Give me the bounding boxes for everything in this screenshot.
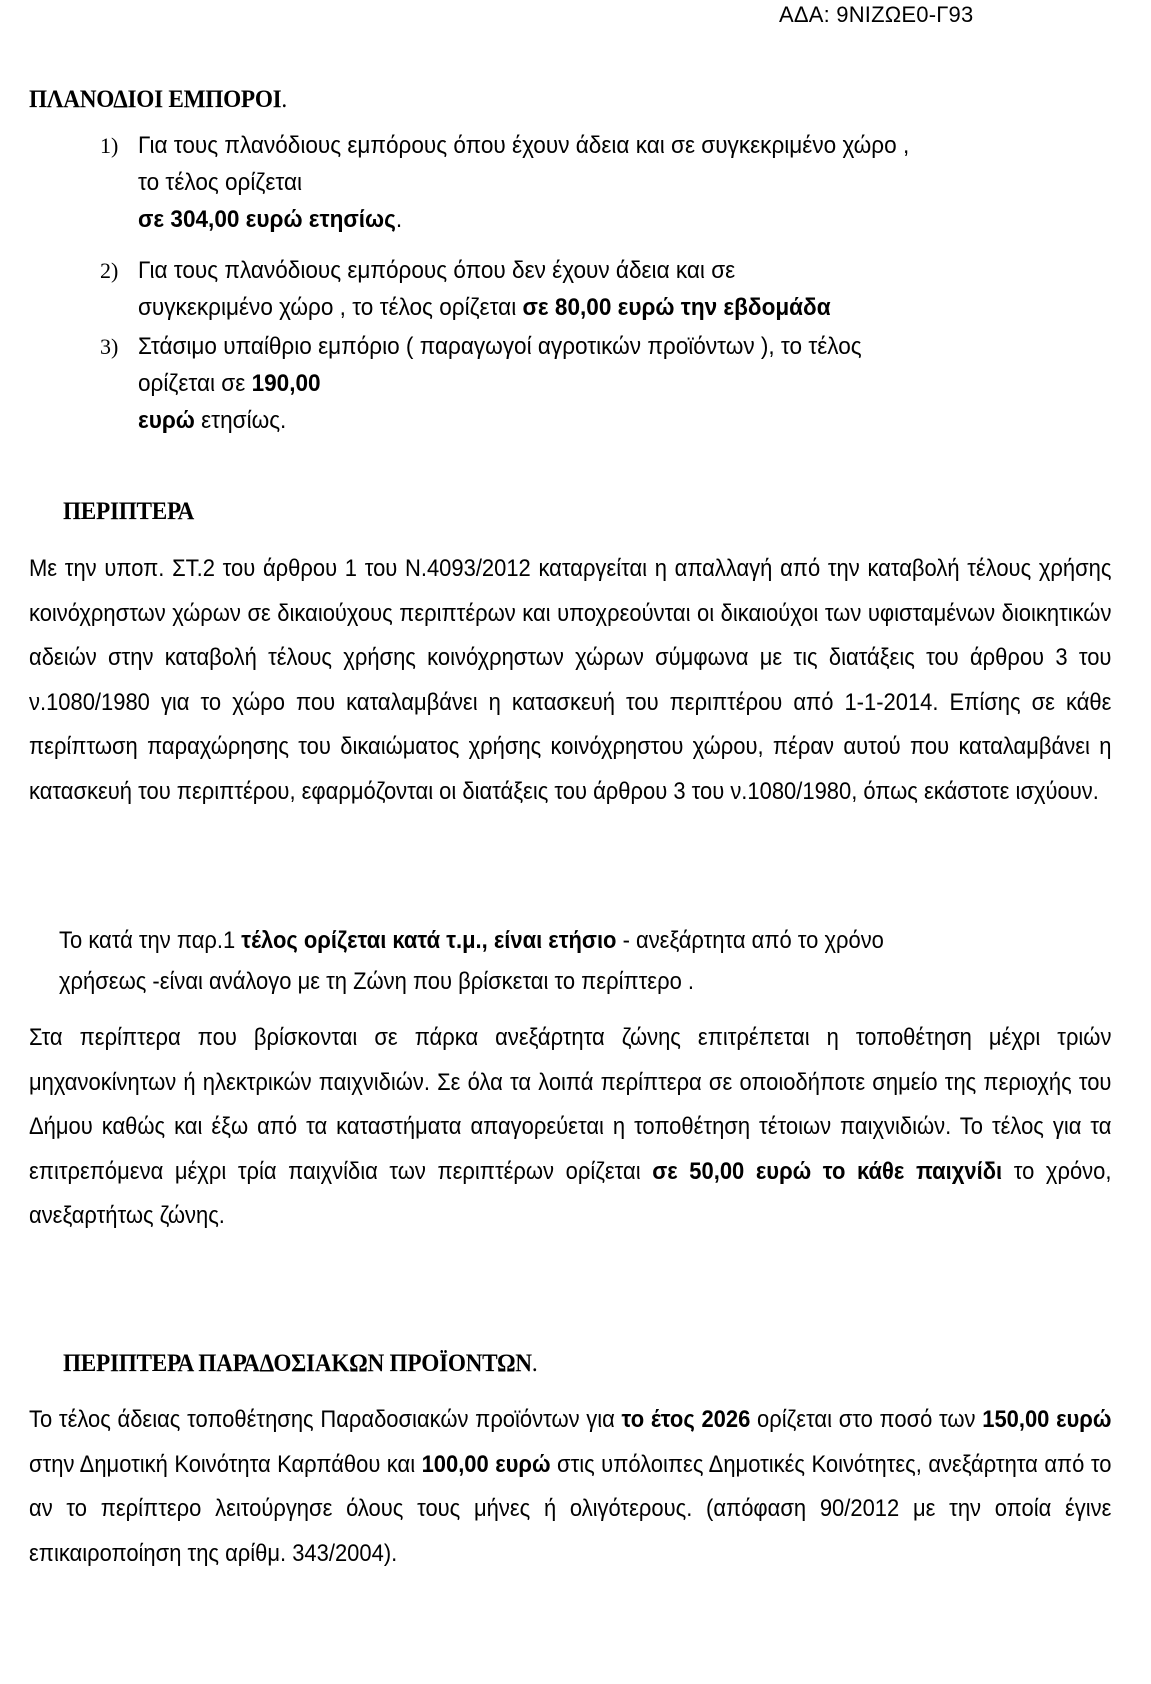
paragraph-text: - ανεξάρτητα από το χρόνο [616, 927, 884, 954]
section-title-period: . [531, 1350, 538, 1377]
list-item-line [138, 365, 1116, 402]
list-item-line: Στάσιμο υπαίθριο εμπόριο ( παραγωγοί αγροτικών προϊόντων ), το τέλος [138, 333, 862, 360]
list-item-line: Για τους πλανόδιους εμπόρους όπου δεν έχουν άδεια και σε [138, 257, 736, 284]
fee-amount: σε 304,00 ευρώ ετησίως [138, 206, 396, 233]
kiosks-paragraph-3 [29, 1016, 1111, 1239]
kiosks-paragraph-2 [59, 920, 1141, 1002]
paragraph-text: Με την υποπ. ΣΤ.2 του άρθρου 1 του Ν.4093/2012 καταργείται η απαλλαγή από την καταβολή τέλους χρήσης κοινόχρηστων χώρων σε δικαιούχους περιπτέρων και υποχρεούνται οι δικαιούχοι των υφισταμένων διοικητικών αδειών στην καταβολή τέλους χρήσης κοινόχρηστων χώρων σύμφωνα με τις διατάξεις του άρθρου 3 του ν.1080/1980 για το χώρο που καταλαμβάνει η κατασκευή του περιπτέρου από 1-1-2014. Επίσης σε κάθε περίπτωση παραχώρησης του δικαιώματος χρήσης κοινόχρηστου χώρου, πέραν αυτού που καταλαμβάνει η κατασκευή του περιπτέρου, εφαρμόζονται οι διατάξεις του άρθρου 3 του ν.1080/1980, όπως εκάστοτε ισχύουν. [29, 555, 1112, 805]
paragraph-text: Το κατά την παρ.1 [59, 927, 242, 954]
section-title-period: . [281, 86, 287, 113]
section-title-text: ΠΕΡΙΠΤΕΡΑ ΠΑΡΑΔΟΣΙΑΚΩΝ ΠΡΟΪΟΝΤΩΝ [63, 1350, 532, 1377]
list-item-line: Για τους πλανόδιους εμπόρους όπου έχουν άδεια και σε συγκεκριμένο χώρο , [138, 132, 910, 159]
paragraph-text: στην Δημοτική Κοινότητα Καρπάθου και [29, 1450, 422, 1478]
list-item-2 [100, 252, 1120, 326]
list-number: 3) [100, 334, 119, 359]
paragraph-text: χρήσεως -είναι ανάλογο με τη Ζώνη που βρίσκεται το περίπτερο . [59, 968, 694, 995]
fee-amount: σε 80,00 ευρώ την εβδομάδα [522, 294, 831, 321]
fee-currency: ευρώ [138, 407, 195, 434]
fee-amount: 190,00 [251, 370, 321, 397]
list-number: 2) [100, 258, 119, 283]
list-item-line: το τέλος ορίζεται [138, 169, 303, 196]
ada-code: ΑΔΑ: 9ΝΙΖΩΕ0-Γ93 [779, 2, 974, 27]
paragraph-text: ορίζεται στο ποσό των [750, 1406, 983, 1433]
fee-suffix: . [395, 206, 403, 233]
paragraph-text: Το τέλος άδειας τοποθέτησης Παραδοσιακών προϊόντων για [29, 1406, 622, 1433]
paragraph-text: το χρόνο, ανεξαρτήτως ζώνης. [29, 1157, 1112, 1229]
list-item-3 [100, 328, 1120, 439]
paragraph-bold: σε 50,00 ευρώ το κάθε παιχνίδι [652, 1157, 1003, 1185]
paragraph-bold: 150,00 ευρώ [982, 1406, 1112, 1433]
list-item-text: ετησίως. [194, 407, 287, 434]
section-title-kiosks: ΠΕΡΙΠΤΕΡΑ [63, 498, 195, 525]
section-title-street-vendors [29, 86, 287, 114]
list-item-1 [100, 127, 1120, 238]
list-item-line [138, 402, 1116, 439]
list-item-text: ορίζεται σε [138, 370, 252, 397]
list-number: 1) [100, 133, 119, 158]
traditional-products-paragraph [29, 1398, 1111, 1576]
paragraph-bold: τέλος ορίζεται κατά τ.μ., είναι ετήσιο [241, 927, 617, 954]
list-item-fee [138, 201, 1116, 238]
kiosks-paragraph-1 [29, 547, 1111, 814]
paragraph-text: στις υπόλοιπες Δημοτικές Κοινότητες, ανεξάρτητα από το αν το περίπτερο λειτούργησε όλους τους μήνες ή ολιγότερους. (απόφαση 90/2012 με την οποία έγινε επικαιροποίηση της αρίθμ. 343/2004). [29, 1450, 1112, 1567]
list-item-line [138, 289, 1116, 326]
list-item-text: συγκεκριμένο χώρο , το τέλος ορίζεται [138, 294, 523, 321]
paragraph-text: Στα περίπτερα που βρίσκονται σε πάρκα ανεξάρτητα ζώνης επιτρέπεται η τοποθέτηση μέχρι τριών μηχανοκίνητων ή ηλεκτρικών παιχνιδιών. Σε όλα τα λοιπά περίπτερα σε οποιοδήποτε σημείο της περιοχής του Δήμου καθώς και έξω από τα καταστήματα απαγορεύεται η τοποθέτηση τέτοιων παιχνιδιών. Το τέλος για τα επιτρεπόμενα μέχρι τρία παιχνίδια των περιπτέρων ορίζεται [29, 1024, 1112, 1185]
paragraph-bold: 100,00 ευρώ [421, 1450, 551, 1478]
section-title-traditional-products-kiosks [63, 1350, 537, 1378]
paragraph-bold: το έτος 2026 [621, 1406, 751, 1433]
section-title-text: ΠΛΑΝΟΔΙΟΙ ΕΜΠΟΡΟΙ [29, 86, 282, 113]
